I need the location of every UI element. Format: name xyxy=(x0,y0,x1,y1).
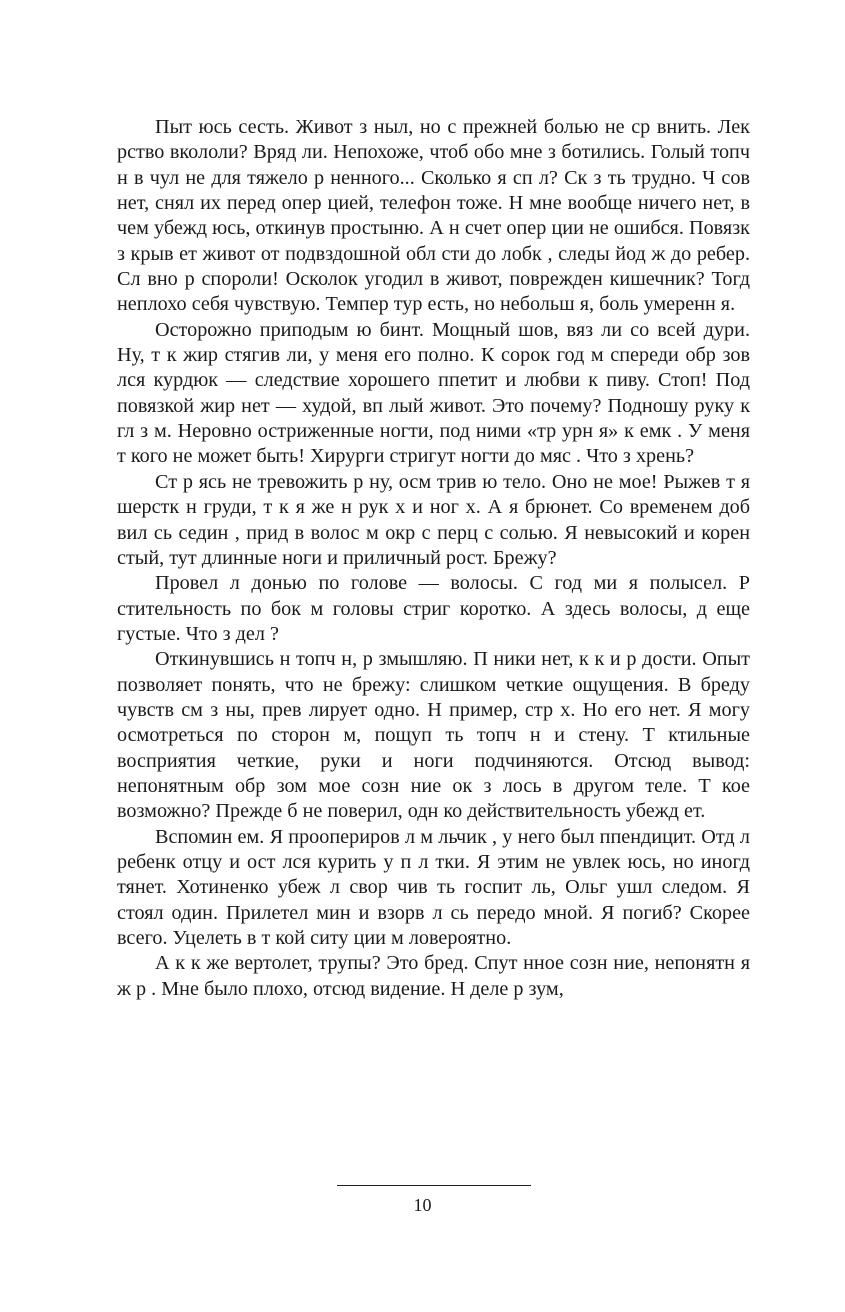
paragraph: Провел л донью по голове — волосы. С год ми я полысел. Р стительность по бок м головы стриг коротко. А здесь волосы, д еще густые. Что з дел ? xyxy=(117,572,750,645)
paragraph: Осторожно приподым ю бинт. Мощный шов, вяз ли со всей дури. Ну, т к жир стягив ли, у меня его полно. К сорок год м спереди обр зов лся курдюк — следствие хорошего ппетит и любви к пиву. Стоп! Под повязкой жир нет — худой, вп лый живот. Это почему? Подношу руку к гл з м. Неровно остриженные ногти, под ними «тр урн я» к емк . У меня т кого не может быть! Хирурги стригут ногти до мяс . Что з хрень? xyxy=(117,318,750,468)
body-text xyxy=(117,115,750,1002)
paragraph: А к к же вертолет, трупы? Это бред. Спут нное созн ние, непонятн я ж р . Мне было плохо, отсюд видение. Н деле р зум, xyxy=(117,952,750,1000)
page-number: 10 xyxy=(413,1195,432,1215)
paragraph: Ст р ясь не тревожить р ну, осм трив ю тело. Оно не мое! Рыжев т я шерстк н груди, т к я же н рук х и ног х. А я брюнет. Со временем доб вил сь седин , прид в волос м окр с перц с солью. Я невысокий и корен стый, тут длинные ноги и приличный рост. Брежу? xyxy=(117,470,750,569)
paragraph: Пыт юсь сесть. Живот з ныл, но с прежней болью не ср внить. Лек рство вкололи? Вряд ли. Непохоже, чтоб обо мне з ботились. Голый топч н в чул не для тяжело р ненного... Сколько я сп л? Ск з ть трудно. Ч сов нет, снял их перед опер цией, телефон тоже. Н мне вообще ничего нет, в чем убежд юсь, откинув простыню. А н счет опер ции не ошибся. Повязк з крыв ет живот от подвздошной обл сти до лобк , следы йод ж до ребер. Сл вно р спороли! Осколок угодил в живот, поврежден кишечник? Тогд неплохо себя чувствую. Темпер тур есть, но небольш я, боль умеренн я. xyxy=(117,116,750,316)
paragraph: Откинувшись н топч н, р змышляю. П ники нет, к к и р дости. Опыт позволяет понять, что не брежу: слишком четкие ощущения. В бреду чувств см з ны, прев лирует одно. Н пример, стр х. Но его нет. Я могу осмотреться по сторон м, пощуп ть топч н и стену. Т ктильные восприятия четкие, руки и ноги подчиняются. Отсюд вывод: непонятным обр зом мое созн ние ок з лось в другом теле. Т кое возможно? Прежде б не поверил, одн ко действительность убежд ет. xyxy=(117,648,750,823)
footer-rule xyxy=(337,1185,531,1186)
paragraph: Вспомин ем. Я проопериров л м льчик , у него был ппендицит. Отд л ребенк отцу и ост лся курить у п л тки. Я этим не увлек юсь, но иногд тянет. Хотиненко убеж л свор чив ть госпит ль, Ольг ушл следом. Я стоял один. Прилетел мин и взорв л сь передо мной. Я погиб? Скорее всего. Уцелеть в т кой ситу ции м ловероятно. xyxy=(117,825,750,949)
